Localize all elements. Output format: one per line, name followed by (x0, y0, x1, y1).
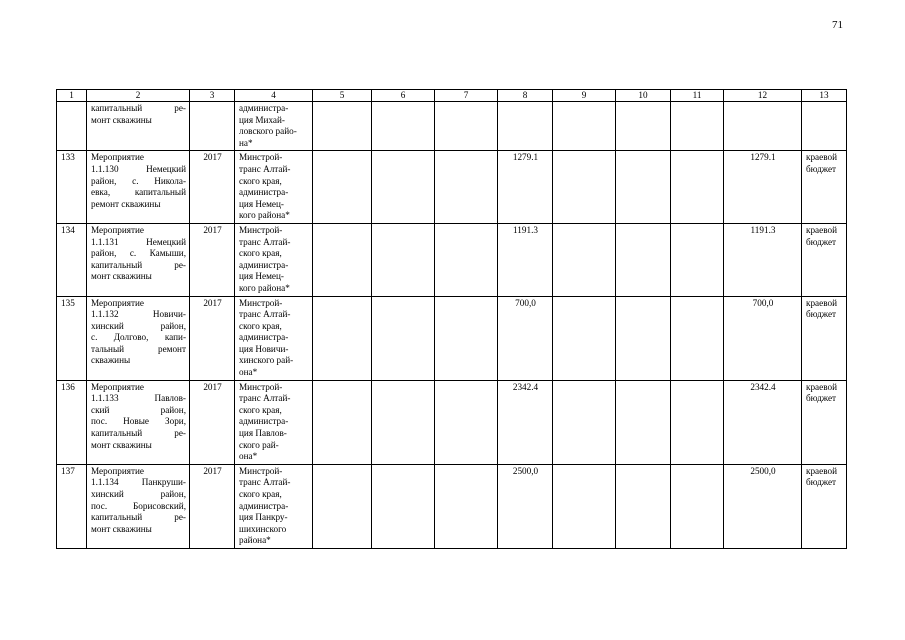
funding-source-line: бюджет (806, 163, 837, 174)
table-row (57, 380, 847, 464)
amount-cell-col12: 1279.1 (724, 151, 802, 224)
header-cell: 9 (553, 90, 616, 102)
funding-source-cell (802, 296, 847, 380)
empty-cell (372, 464, 435, 548)
empty-cell (435, 296, 498, 380)
measure-name-line: с. Долгово, капи- (91, 332, 186, 343)
funding-source-line: бюджет (806, 236, 837, 247)
funding-source-cell (802, 464, 847, 548)
measure-name-line: скважины (91, 355, 131, 366)
row-number-cell: 134 (57, 223, 87, 296)
continuation-row (57, 102, 847, 151)
empty-cell (372, 151, 435, 224)
empty-cell (724, 102, 802, 151)
empty-cell (313, 223, 372, 296)
measure-name-cell (87, 380, 190, 464)
funding-source-line: краевой (806, 152, 837, 163)
amount-cell-col8: 700,0 (498, 296, 553, 380)
executor-line: ция Панкру- (239, 512, 288, 523)
empty-cell (671, 223, 724, 296)
measure-name-line: капитальный ре- (91, 428, 186, 439)
empty-cell (671, 296, 724, 380)
measure-name-cell (87, 464, 190, 548)
measure-name-line: Мероприятие (91, 297, 144, 308)
amount-cell-col12: 700,0 (724, 296, 802, 380)
executor-line: Минстрой- (239, 465, 283, 476)
executor-line: ция Михай- (239, 114, 285, 125)
year-cell: 2017 (190, 380, 235, 464)
measure-name-line: монт скважины (91, 523, 152, 534)
executor-line: ского края, (239, 175, 282, 186)
empty-cell (671, 102, 724, 151)
empty-cell (553, 380, 616, 464)
table-body (57, 102, 847, 549)
empty-cell (498, 102, 553, 151)
executor-line: администра- (239, 332, 289, 343)
measure-name-line: монт скважины (91, 271, 152, 282)
page-number: 71 (832, 19, 843, 31)
measure-name-line: хинский район, (91, 320, 186, 331)
header-cell: 10 (616, 90, 671, 102)
measure-name-cell (87, 296, 190, 380)
executor-cell (235, 464, 313, 548)
measure-name-line: тальный ремонт (91, 343, 186, 354)
empty-cell (372, 296, 435, 380)
header-row (57, 90, 847, 102)
measure-name-line: капитальный ре- (91, 512, 186, 523)
measure-name-line: капитальный ре- (91, 103, 186, 113)
row-number-cell: 136 (57, 380, 87, 464)
funding-source-line: бюджет (806, 309, 837, 320)
executor-line: района* (239, 535, 271, 546)
amount-cell-col8: 1191.3 (498, 223, 553, 296)
executor-line: хинского рай- (239, 355, 294, 366)
executor-line: кого района* (239, 210, 290, 221)
header-cell: 13 (802, 90, 847, 102)
executor-line: администра- (239, 259, 289, 270)
year-cell: 2017 (190, 223, 235, 296)
measure-name-line: монт скважины (91, 114, 152, 125)
executor-cell (235, 380, 313, 464)
empty-cell (553, 296, 616, 380)
amount-cell-col12: 1191.3 (724, 223, 802, 296)
measure-name-line: евка, капитальный (91, 187, 186, 198)
executor-line: Минстрой- (239, 224, 283, 235)
measure-name-line: 1.1.132 Новичи- (91, 309, 186, 320)
executor-line: ского края, (239, 248, 282, 259)
empty-cell (671, 464, 724, 548)
measure-name-line: ремонт скважины (91, 198, 161, 209)
header-cell: 8 (498, 90, 553, 102)
executor-line: она* (239, 451, 258, 462)
empty-cell (313, 102, 372, 151)
executor-line: ского края, (239, 404, 282, 415)
table-row (57, 296, 847, 380)
measure-name-line: хинский район, (91, 489, 186, 499)
measure-name-line: 1.1.131 Немецкий (91, 236, 186, 247)
empty-cell (435, 102, 498, 151)
measure-name-line: Мероприятие (91, 381, 144, 392)
executor-cell (235, 102, 313, 151)
measure-name-cell (87, 102, 190, 151)
year-cell: 2017 (190, 464, 235, 548)
table-row (57, 223, 847, 296)
executor-line: на* (239, 137, 253, 148)
executor-cell (235, 223, 313, 296)
amount-cell-col12: 2342.4 (724, 380, 802, 464)
header-cell: 11 (671, 90, 724, 102)
executor-line: Минстрой- (239, 152, 283, 163)
measure-name-line: район, с. Камыши, (91, 248, 186, 259)
measure-name-line: Мероприятие (91, 152, 144, 163)
row-number-cell: 135 (57, 296, 87, 380)
executor-line: администра- (239, 103, 289, 113)
executor-line: шихинского (239, 523, 287, 534)
header-cell: 3 (190, 90, 235, 102)
table-row (57, 151, 847, 224)
executor-cell (235, 296, 313, 380)
number-cell (57, 102, 87, 151)
executor-line: транс Алтай- (239, 163, 291, 174)
measure-name-line: ский район, (91, 404, 186, 415)
measure-name-cell (87, 223, 190, 296)
header-cell: 2 (87, 90, 190, 102)
executor-cell (235, 151, 313, 224)
empty-cell (616, 380, 671, 464)
empty-cell (313, 380, 372, 464)
funding-source-line: краевой (806, 224, 837, 235)
funding-source-cell (802, 151, 847, 224)
empty-cell (553, 464, 616, 548)
executor-line: транс Алтай- (239, 309, 291, 320)
executor-line: администра- (239, 187, 289, 198)
measure-name-line: Мероприятие (91, 465, 144, 476)
measure-name-line: 1.1.133 Павлов- (91, 393, 186, 404)
header-cell: 5 (313, 90, 372, 102)
empty-cell (616, 223, 671, 296)
empty-cell (435, 223, 498, 296)
table-row (57, 464, 847, 548)
empty-cell (372, 380, 435, 464)
empty-cell (616, 151, 671, 224)
funding-source-line: бюджет (806, 477, 837, 488)
amount-cell-col8: 2500,0 (498, 464, 553, 548)
row-number-cell: 133 (57, 151, 87, 224)
empty-cell (435, 151, 498, 224)
empty-cell (372, 223, 435, 296)
executor-line: администра- (239, 416, 289, 427)
measure-name-line: монт скважины (91, 439, 152, 450)
executor-line: кого района* (239, 282, 290, 293)
empty-cell (671, 151, 724, 224)
executor-line: транс Алтай- (239, 393, 291, 404)
header-cell: 6 (372, 90, 435, 102)
empty-cell (671, 380, 724, 464)
empty-cell (435, 464, 498, 548)
empty-cell (313, 464, 372, 548)
executor-line: ского края, (239, 320, 282, 331)
header-cell: 1 (57, 90, 87, 102)
measure-name-line: капитальный ре- (91, 259, 186, 270)
empty-cell (802, 102, 847, 151)
executor-line: ция Новичи- (239, 343, 289, 354)
year-cell (190, 102, 235, 151)
header-cell: 7 (435, 90, 498, 102)
empty-cell (616, 296, 671, 380)
executor-line: ция Павлов- (239, 428, 287, 439)
empty-cell (435, 380, 498, 464)
empty-cell (553, 151, 616, 224)
measure-name-line: Мероприятие (91, 224, 144, 235)
measure-name-line: район, с. Никола- (91, 175, 186, 186)
amount-cell-col8: 2342.4 (498, 380, 553, 464)
empty-cell (616, 464, 671, 548)
executor-line: Минстрой- (239, 381, 283, 392)
executor-line: она* (239, 367, 258, 378)
funding-source-line: краевой (806, 465, 837, 476)
executor-line: Минстрой- (239, 297, 283, 308)
measure-name-line: 1.1.134 Панкруши- (91, 477, 186, 488)
empty-cell (313, 296, 372, 380)
year-cell: 2017 (190, 151, 235, 224)
executor-line: транс Алтай- (239, 477, 291, 488)
amount-cell-col8: 1279.1 (498, 151, 553, 224)
funding-source-cell (802, 380, 847, 464)
empty-cell (616, 102, 671, 151)
measure-name-line: пос. Новые Зори, (91, 416, 186, 427)
header-cell: 12 (724, 90, 802, 102)
funding-source-line: краевой (806, 297, 837, 308)
amount-cell-col12: 2500,0 (724, 464, 802, 548)
funding-source-cell (802, 223, 847, 296)
header-cell: 4 (235, 90, 313, 102)
empty-cell (553, 102, 616, 151)
measure-name-line: 1.1.130 Немецкий (91, 163, 186, 174)
executor-line: ского рай- (239, 439, 279, 450)
year-cell: 2017 (190, 296, 235, 380)
empty-cell (372, 102, 435, 151)
measure-name-line: пос. Борисовский, (91, 500, 186, 511)
measures-table (56, 89, 847, 549)
row-number-cell: 137 (57, 464, 87, 548)
executor-line: ция Немец- (239, 198, 284, 209)
empty-cell (313, 151, 372, 224)
executor-line: транс Алтай- (239, 236, 291, 247)
executor-line: администра- (239, 500, 289, 511)
funding-source-line: бюджет (806, 393, 837, 404)
funding-source-line: краевой (806, 381, 837, 392)
executor-line: ция Немец- (239, 271, 284, 282)
empty-cell (553, 223, 616, 296)
executor-line: ского края, (239, 489, 282, 499)
executor-line: ловского райо- (239, 126, 297, 137)
measure-name-cell (87, 151, 190, 224)
